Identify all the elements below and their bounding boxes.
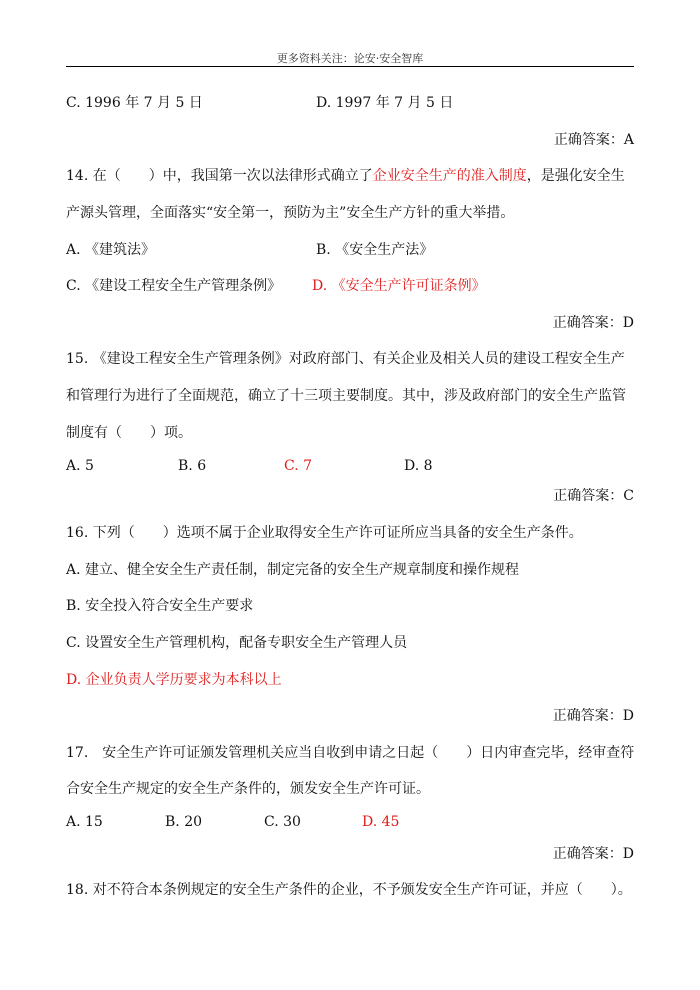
q14-option-b: B. 《安全生产法》 [316,242,434,258]
q15-question-line2: 和管理行为进行了全面规范，确立了十三项主要制度。其中，涉及政府部门的安全生产监管 [66,388,626,404]
q17-option-d: D. 45 [362,814,400,830]
q16-answer: 正确答案：D [552,708,634,724]
q15-question-line3: 制度有（ ）项。 [66,425,192,441]
q17-question-line1: 17. 安全生产许可证颁发管理机关应当自收到申请之日起（ ）日内审查完毕，经审查符 [66,745,635,761]
header-divider [66,66,634,67]
q15-question-line1: 15. 《建设工程安全生产管理条例》对政府部门、有关企业及相关人员的建设工程安全生产 [66,351,625,367]
q17-option-b: B. 20 [165,814,203,830]
q17-option-a: A. 15 [66,814,103,830]
q14-text-post: ，是强化安全生 [526,168,625,184]
q14-highlight: 企业安全生产的准入制度 [372,168,527,184]
q17-option-c: C. 30 [264,814,301,830]
q15-option-d: D. 8 [404,458,433,474]
q13-option-c: C. 1996 年 7 月 5 日 [66,95,203,111]
q13-option-d: D. 1997 年 7 月 5 日 [316,95,454,111]
q14-option-c: C. 《建设工程安全生产管理条例》 [66,278,282,294]
q14-answer: 正确答案：D [552,315,634,331]
q16-option-d: D. 企业负责人学历要求为本科以上 [66,672,282,688]
page-header: 更多资料关注：论安·安全智库 [276,52,424,65]
q18-question-line1: 18. 对不符合本条例规定的安全生产条件的企业，不予颁发安全生产许可证，并应（ ）。 [66,882,632,898]
q14-option-a: A. 《建筑法》 [66,242,156,258]
q15-option-b: B. 6 [178,458,207,474]
q16-option-c: C. 设置安全生产管理机构，配备专职安全生产管理人员 [66,635,408,651]
q15-answer: 正确答案：C [553,488,634,504]
q14-question-line1 [66,166,625,186]
q15-option-c: C. 7 [284,458,313,474]
q16-option-a: A. 建立、健全安全生产责任制，制定完备的安全生产规章制度和操作规程 [66,562,520,578]
q13-answer: 正确答案：A [553,132,634,148]
q15-option-a: A. 5 [66,458,94,474]
q16-question-line1: 16. 下列（ ）选项不属于企业取得安全生产许可证所应当具备的安全生产条件。 [66,525,583,541]
q17-question-line2: 合安全生产规定的安全生产条件的，颁发安全生产许可证。 [66,781,430,797]
q17-answer: 正确答案：D [552,846,634,862]
q14-option-d: D. 《安全生产许可证条例》 [312,278,486,294]
q16-option-b: B. 安全投入符合安全生产要求 [66,598,254,614]
q14-question-line2: 产源头管理，全面落实“安全第一，预防为主”安全生产方针的重大举措。 [66,205,515,221]
q14-text-pre: 14. 在（ ）中，我国第一次以法律形式确立了 [66,168,373,184]
